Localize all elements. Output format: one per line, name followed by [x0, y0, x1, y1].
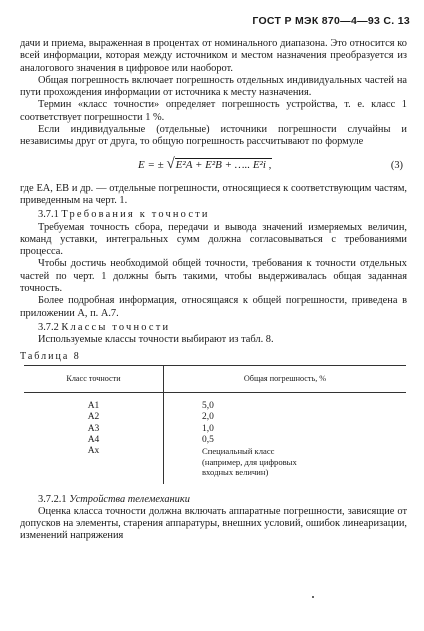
- page-header: ГОСТ Р МЭК 870—4—93 С. 13: [252, 15, 410, 27]
- class-cell: A4: [24, 435, 164, 446]
- error-cell: Специальный класс (например, для цифровых входных величин): [202, 446, 297, 478]
- paragraph: Термин «класс точности» определяет погрешность устройства, т. е. класс 1 соответствует погрешности 1 %.: [20, 99, 407, 123]
- paragraph: Более подробная информация, относящаяся к общей погрешности, приведена в приложении А, п. А.7.: [20, 295, 407, 319]
- error-cell: 1,0: [202, 423, 214, 434]
- section-number: 3.7.2.1: [38, 493, 67, 505]
- paragraph: дачи и приема, выраженная в процентах от номинального диапазона. Это относится ко всей информации, которая между источником и местом назначения преобразуется из аналогового значения в цифровое или наоборот.: [20, 38, 407, 74]
- error-cell: 0,5: [202, 435, 214, 446]
- table-row: [24, 412, 406, 423]
- section-number: 3.7.1: [38, 209, 59, 221]
- table-row: [24, 435, 406, 446]
- class-cell: A2: [24, 412, 164, 423]
- section-heading-3-7-2-1: [20, 494, 407, 506]
- paragraph: Если индивидуальные (отдельные) источники погрешности случайны и независимы друг от друга, то общую погрешность рассчитывают по формуле: [20, 124, 407, 148]
- class-cell: A3: [24, 424, 164, 435]
- document-body: [20, 38, 407, 543]
- column-header-error: Общая погрешность, %: [164, 365, 407, 392]
- speck-mark: [312, 596, 314, 598]
- formula-3: [20, 153, 407, 181]
- error-cell: 5,0: [202, 401, 214, 412]
- class-cell: Ax: [24, 446, 164, 483]
- section-heading-3-7-2: [20, 322, 407, 334]
- table-header-row: [24, 365, 406, 392]
- formula-number: (3): [390, 159, 403, 171]
- accuracy-class-table: [24, 365, 406, 484]
- table-row: [24, 393, 406, 413]
- error-cell: 2,0: [202, 412, 214, 423]
- section-number: 3.7.2: [38, 321, 59, 333]
- paragraph: Общая погрешность включает погрешность отдельных индивидуальных частей на пути прохождения информации от источника к месту назначения.: [20, 74, 407, 99]
- paragraph: Используемые классы точности выбирают из табл. 8.: [38, 334, 274, 346]
- paragraph: Чтобы достичь необходимой общей точности, требования к точности отдельных частей по черт. 1 должны быть такими, чтобы выдерживалась общая заданная точность.: [20, 258, 407, 295]
- class-cell: A1: [24, 393, 164, 413]
- error-cell-wrapper: [164, 446, 407, 483]
- column-header-class: Класс точности: [24, 365, 164, 392]
- table-row: [24, 424, 406, 435]
- table-caption: Таблица 8: [20, 350, 81, 362]
- section-heading-3-7-1: [20, 209, 407, 221]
- table-row: [24, 446, 406, 483]
- section-title: Устройства телемеханики: [69, 493, 190, 505]
- radical-sign: √: [166, 155, 175, 172]
- formula-radicand: E²A + E²B + ….. E²i ,: [175, 158, 272, 171]
- formula-expression: [138, 155, 272, 172]
- section-title: Классы точности: [61, 321, 171, 333]
- paragraph: Оценка класса точности должна включать аппаратные погрешности, зависящие от допусков на элементы, старения аппаратуры, внешних условий, ошибок линеаризации, изменений напряжения: [20, 505, 407, 542]
- section-title: Требования к точности: [61, 209, 210, 221]
- formula-lhs: E = ±: [138, 158, 164, 171]
- paragraph: Требуемая точность сбора, передачи и вывода значений измеряемых величин, команд уставки, интегральных сумм должна согласовываться с требованиями процесса.: [20, 221, 407, 258]
- paragraph: где EA, EB и др. — отдельные погрешности, относящиеся к соответствующим частям, приведенным на черт. 1.: [20, 182, 407, 206]
